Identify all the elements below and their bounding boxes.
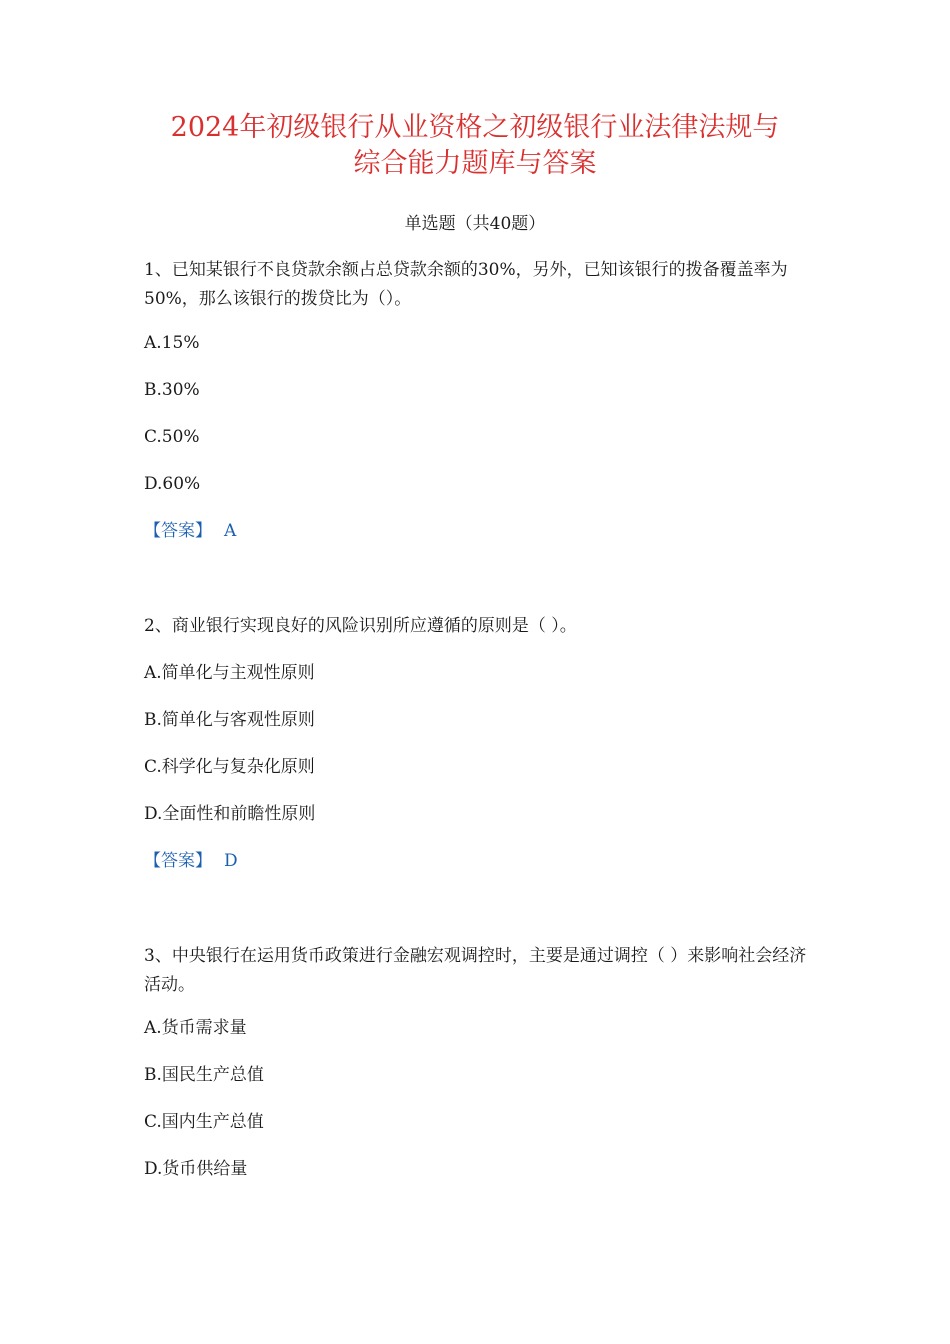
- question-2-stem: 2、商业银行实现良好的风险识别所应遵循的原则是（ ）。: [144, 616, 577, 636]
- answer-value: A: [224, 521, 237, 541]
- question-1-option-d: D.60%: [144, 474, 201, 494]
- question-2-option-d: D.全面性和前瞻性原则: [144, 804, 316, 824]
- question-3-stem: 3、中央银行在运用货币政策进行金融宏观调控时，主要是通过调控（ ）来影响社会经济活动。: [144, 946, 807, 995]
- answer-label: 【答案】: [144, 521, 212, 541]
- question-1-stem: 1、已知某银行不良贷款余额占总贷款余额的30%，另外，已知该银行的拨备覆盖率为50%，那么该银行的拨贷比为（）。: [144, 260, 788, 309]
- question-3-option-c: C.国内生产总值: [144, 1112, 264, 1132]
- question-2-option-c: C.科学化与复杂化原则: [144, 757, 315, 777]
- question-1-option-a: A.15%: [144, 333, 200, 353]
- answer-value: D: [224, 851, 238, 871]
- document-title-line-2: 综合能力题库与答案: [353, 148, 597, 179]
- question-1-option-c: C.50%: [144, 427, 200, 447]
- answer-label: 【答案】: [144, 851, 212, 871]
- question-3-option-a: A.货币需求量: [144, 1018, 247, 1038]
- question-2-option-a: A.简单化与主观性原则: [144, 663, 315, 683]
- question-2-option-b: B.简单化与客观性原则: [144, 710, 315, 730]
- question-1-answer: [144, 518, 236, 544]
- section-heading: 单选题（共40题）: [404, 214, 546, 234]
- question-3-option-d: D.货币供给量: [144, 1159, 248, 1179]
- document-title-line-1: 2024年初级银行从业资格之初级银行业法律法规与: [170, 112, 780, 143]
- question-3-option-b: B.国民生产总值: [144, 1065, 264, 1085]
- question-1-option-b: B.30%: [144, 380, 200, 400]
- question-2-answer: [144, 848, 238, 874]
